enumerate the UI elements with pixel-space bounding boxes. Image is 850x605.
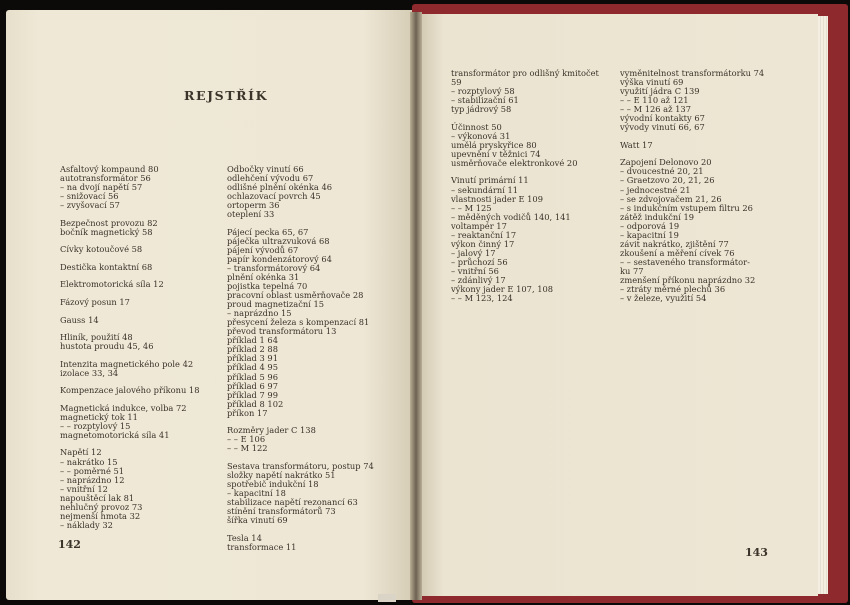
index-column-2 <box>227 165 374 552</box>
index-entry: – dvoucestné 20, 21 <box>620 166 704 177</box>
index-entry: – – M 125 <box>451 202 492 213</box>
index-column-1 <box>60 165 200 530</box>
index-entry: – náklady 32 <box>60 519 113 530</box>
index-entry: vývody vinutí 66, 67 <box>620 122 705 133</box>
index-entry: příklad 5 96 <box>227 371 278 382</box>
index-entry: – vnitřní 56 <box>451 265 499 276</box>
index-entry: příklad 2 88 <box>227 344 278 355</box>
index-entry: příkon 17 <box>227 407 268 418</box>
index-entry: – reaktanční 17 <box>451 229 517 240</box>
index-entry: závit nakrátko, zjištění 77 <box>620 238 729 249</box>
index-entry: – – M 122 <box>227 443 268 454</box>
library-label <box>378 594 396 602</box>
page-number-right: 143 <box>745 546 768 559</box>
index-entry: – odporová 19 <box>620 220 680 231</box>
index-entry: – v železe, využití 54 <box>620 293 707 304</box>
index-entry: Cívky kotoučové 58 <box>60 244 143 255</box>
index-entry: Pájecí pecka 65, 67 <box>227 226 309 237</box>
index-entry: usměrňovače elektronkové 20 <box>451 157 578 168</box>
index-entry: Gauss 14 <box>60 314 99 325</box>
index-entry: – transformátorový 64 <box>227 262 321 273</box>
index-column-3 <box>451 69 599 303</box>
index-entry: spotřebič indukční 18 <box>227 479 319 489</box>
index-entry: autotransformátor 56 <box>60 173 151 184</box>
index-entry: Tesla 14 <box>227 532 262 543</box>
index-entry: – snižovací 56 <box>60 191 119 202</box>
index-entry: hustota proudu 45, 46 <box>60 341 154 352</box>
index-entry: – jalový 17 <box>451 247 496 258</box>
index-entry: – rozptylový 58 <box>451 86 515 97</box>
index-entry: příklad 1 64 <box>227 335 278 346</box>
index-column-4 <box>620 69 764 303</box>
index-entry: magnetický tok 11 <box>60 411 138 422</box>
index-entry: příklad 7 99 <box>227 389 278 400</box>
index-entry: stabilizace napětí rezonancí 63 <box>227 497 358 508</box>
index-entry: výkony jader E 107, 108 <box>451 284 554 295</box>
index-entry: – – rozptylový 15 <box>60 420 131 431</box>
index-entry: papír kondenzátorový 64 <box>227 253 332 264</box>
index-entry: – zdánlivý 17 <box>451 274 506 285</box>
index-entry: Kompenzace jalového příkonu 18 <box>60 385 200 396</box>
index-entry: – kapacitní 18 <box>227 488 286 499</box>
index-entry: převod transformátoru 13 <box>227 326 337 337</box>
index-entry: příklad 8 102 <box>227 398 284 409</box>
index-entry: – – poměrné 51 <box>60 465 125 476</box>
index-entry: plnění okénka 31 <box>227 272 300 283</box>
index-entry: magnetomotorická síla 41 <box>60 429 170 440</box>
index-entry: ochlazovací povrch 45 <box>227 191 321 202</box>
index-entry: – průchozí 56 <box>451 256 508 267</box>
index-entry: Intenzita magnetického pole 42 <box>60 358 194 369</box>
index-entry: voltampér 17 <box>451 220 507 231</box>
index-entry: – Graetzovo 20, 21, 26 <box>620 175 715 186</box>
index-entry: Vinutí primární 11 <box>451 175 529 186</box>
index-entry: – na dvojí napětí 57 <box>60 182 143 193</box>
index-entry: vývodní kontakty 67 <box>620 113 705 124</box>
index-entry: příklad 4 95 <box>227 362 278 373</box>
index-entry: Napětí 12 <box>60 447 102 458</box>
index-entry: umělá pryskyřice 80 <box>451 139 537 150</box>
index-entry: Hliník, použití 48 <box>60 332 133 343</box>
index-entry: Magnetická indukce, volba 72 <box>60 402 187 413</box>
index-entry: 59 <box>451 77 462 88</box>
index-entry: Bezpečnost provozu 82 <box>60 217 158 228</box>
index-entry: – – E 110 až 121 <box>620 95 689 106</box>
index-entry: – měděných vodičů 140, 141 <box>451 211 571 222</box>
index-entry: Odbočky vinutí 66 <box>227 164 304 174</box>
index-entry: pojistka tepelná 70 <box>227 281 308 292</box>
index-entry: – ztráty měrné plechů 36 <box>620 284 726 295</box>
index-entry: proud magnetizační 15 <box>227 299 325 310</box>
index-entry: vlastnosti jader E 109 <box>451 193 543 204</box>
index-entry: příklad 3 91 <box>227 353 278 364</box>
index-entry: pracovní oblast usměrňovače 28 <box>227 290 364 301</box>
index-entry: – se zdvojovačem 21, 26 <box>620 193 722 204</box>
index-entry: Rozměry jader C 138 <box>227 425 316 436</box>
index-entry: výkon činný 17 <box>451 238 515 249</box>
index-entry: příklad 6 97 <box>227 380 278 391</box>
index-entry: Sestava transformátoru, postup 74 <box>227 460 374 471</box>
index-entry: Elektromotorická síla 12 <box>60 279 164 290</box>
index-entry: – – M 126 až 137 <box>620 104 691 115</box>
index-entry: vyměnitelnost transformátorku 74 <box>620 68 765 78</box>
index-entry: využití jádra C 139 <box>620 86 700 97</box>
index-entry: bočník magnetický 58 <box>60 226 153 237</box>
index-entry: složky napětí nakrátko 51 <box>227 469 336 480</box>
index-entry: páječka ultrazvuková 68 <box>227 235 330 246</box>
index-entry: – naprázdno 12 <box>60 474 125 485</box>
page-number-left: 142 <box>58 538 81 551</box>
index-entry: napouštěcí lak 81 <box>60 492 135 503</box>
index-entry: ku 77 <box>620 265 644 276</box>
index-entry: – – sestaveného transformátor- <box>620 256 750 267</box>
index-entry: Účinnost 50 <box>451 121 502 132</box>
index-entry: – výkonová 31 <box>451 130 511 141</box>
index-entry: – kapacitní 19 <box>620 229 679 240</box>
index-entry: – stabilizační 61 <box>451 95 519 106</box>
index-entry: zátěž indukční 19 <box>620 211 695 222</box>
index-entry: ortoperm 36 <box>227 200 280 211</box>
index-entry: – – M 123, 124 <box>451 293 513 304</box>
index-entry: zkoušení a měření cívek 76 <box>620 247 735 258</box>
index-entry: – naprázdno 15 <box>227 308 292 319</box>
index-entry: – zvyšovací 57 <box>60 200 120 211</box>
index-entry: šířka vinutí 69 <box>227 515 288 526</box>
index-entry: – nakrátko 15 <box>60 456 118 467</box>
index-entry: oteplení 33 <box>227 209 275 220</box>
index-entry: stínění transformátorů 73 <box>227 506 336 517</box>
index-entry: – jednocestné 21 <box>620 184 691 195</box>
page-edges <box>818 16 828 594</box>
index-entry: Zapojení Delonovo 20 <box>620 157 712 168</box>
index-entry: Fázový posun 17 <box>60 296 130 307</box>
index-title: REJSTŘÍK <box>184 88 269 103</box>
index-entry: Destička kontaktní 68 <box>60 261 153 272</box>
index-entry: přesycení železa s kompenzací 81 <box>227 317 370 328</box>
index-entry: – s indukčním vstupem filtru 26 <box>620 202 753 213</box>
index-entry: Watt 17 <box>620 139 653 150</box>
index-entry: nejmenší hmota 32 <box>60 510 141 521</box>
index-entry: izolace 33, 34 <box>60 367 119 378</box>
index-entry: typ jádrový 58 <box>451 104 512 115</box>
index-entry: nehlučný provoz 73 <box>60 501 143 512</box>
index-entry: upevnění v těžnici 74 <box>451 148 541 159</box>
index-entry: odlišné plnění okénka 46 <box>227 182 333 193</box>
index-entry: výška vinutí 69 <box>620 77 684 88</box>
index-entry: – sekundární 11 <box>451 184 519 195</box>
index-entry: transformátor pro odlišný kmitočet <box>451 68 599 78</box>
index-entry: – vnitřní 12 <box>60 483 108 494</box>
index-entry: zmenšení příkonu naprázdno 32 <box>620 274 756 285</box>
book-gutter <box>410 12 422 600</box>
index-entry: Asfaltový kompaund 80 <box>60 164 159 174</box>
index-entry: – – E 106 <box>227 434 266 445</box>
index-entry: transformace 11 <box>227 541 297 552</box>
index-entry: pájení vývodů 67 <box>227 244 299 255</box>
index-entry: odlehčení vývodu 67 <box>227 173 314 184</box>
